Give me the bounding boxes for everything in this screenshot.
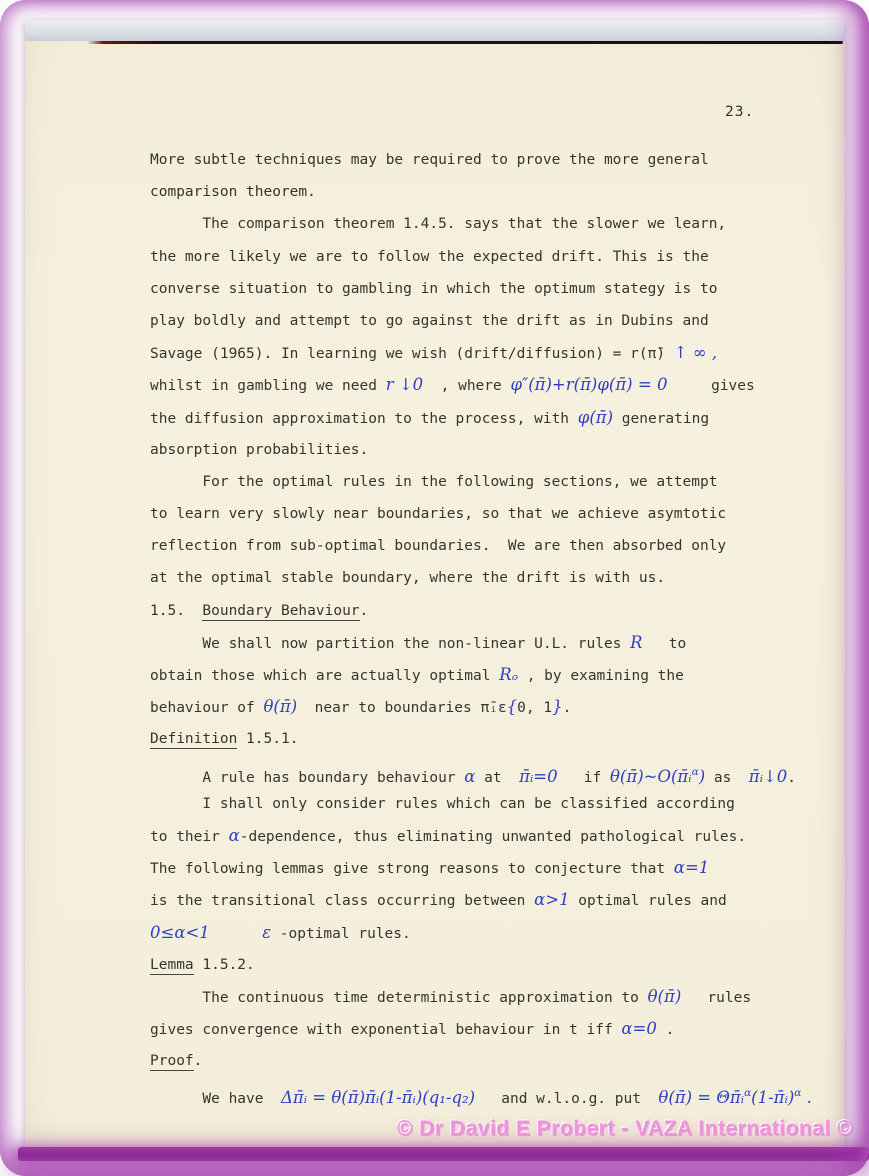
paper-sheet: [25, 20, 845, 1148]
typed-text: .: [656, 1022, 675, 1039]
handwritten-math: θ(π̄): [263, 697, 298, 717]
text-line: [150, 241, 830, 273]
typed-text: More subtle techniques may be required to prove the more general: [150, 152, 709, 168]
text-line: [150, 917, 830, 949]
text-line: [150, 273, 830, 305]
text-line: [150, 1077, 830, 1109]
typed-text: if: [557, 769, 610, 786]
typed-text: at the optimal stable boundary, where the drift is with us.: [150, 570, 666, 587]
handwritten-math: π̄ᵢ=0: [519, 766, 558, 786]
handwritten-math: φ″(π̄)+r(π̄)φ(π̄) = 0: [510, 375, 668, 395]
typed-text: .: [787, 769, 797, 786]
handwritten-math: ): [698, 766, 706, 786]
handwritten-math: α: [744, 1087, 752, 1100]
typed-text: to: [642, 635, 687, 652]
typed-text: absorption probabilities.: [150, 441, 369, 458]
typed-text: Proof: [150, 1053, 194, 1070]
text-line: [150, 305, 830, 337]
text-line: [150, 723, 830, 755]
scanner-edge-strip: [25, 20, 845, 41]
typed-text: Boundary Behaviour: [202, 602, 360, 619]
text-line: [150, 852, 830, 884]
typed-text: Lemma: [150, 956, 194, 973]
text-line: [150, 595, 830, 627]
handwritten-math: φ(π̄): [577, 407, 614, 427]
typed-text: For the optimal rules in the following sections, we attempt: [150, 473, 718, 490]
typed-text: the more likely we are to follow the expected drift. This is the: [150, 248, 709, 265]
text-line: [150, 176, 830, 208]
typed-text: The comparison theorem 1.4.5. says that the slower we learn,: [150, 216, 727, 233]
typed-text: is the transitional class occurring between: [150, 893, 535, 910]
handwritten-math: }: [552, 697, 563, 717]
typed-text: 1.5.1.: [237, 731, 299, 748]
typed-text: reflection from sub-optimal boundaries. We are then absorbed only: [150, 538, 727, 555]
text-line: [150, 402, 830, 434]
handwritten-math: Rₒ: [499, 665, 518, 684]
typed-text: The following lemmas give strong reasons to conjecture that: [150, 861, 674, 878]
handwritten-math: Δπ̄ᵢ = θ(π̄)π̄ᵢ(1-π̄ᵢ)(q₁-q₂): [280, 1088, 476, 1108]
handwritten-math: θ(π̄)~O(π̄ᵢ: [609, 766, 692, 786]
typed-text: Savage (1965). In learning we wish (drift/diffusion) = r(π̄): [150, 346, 674, 363]
typed-text: converse situation to gambling in which the optimum stategy is to: [150, 280, 718, 297]
handwritten-math: α: [691, 765, 699, 778]
text-line: [150, 434, 830, 466]
typed-text: whilst in gambling we need: [150, 378, 386, 395]
typed-text: rules: [681, 989, 752, 1006]
typed-text: and w.l.o.g. put: [475, 1091, 659, 1108]
handwritten-math: α: [228, 825, 240, 845]
typed-text: .: [359, 602, 369, 619]
typed-text: .: [193, 1053, 203, 1070]
text-line: [150, 337, 830, 369]
page-body-text: [150, 144, 830, 1110]
typed-text: We have: [150, 1091, 281, 1108]
typed-text: The continuous time deterministic approximation to: [150, 989, 648, 1006]
typed-text: Definition: [150, 731, 238, 748]
typed-text: .: [562, 700, 572, 717]
text-line: [150, 659, 830, 691]
typed-text: 1.5.2.: [193, 956, 255, 973]
handwritten-math: α=0: [621, 1019, 657, 1039]
typed-text: gives: [667, 378, 755, 395]
text-line: [150, 144, 830, 176]
typed-text: , where: [423, 378, 511, 395]
text-line: [150, 1045, 830, 1077]
typed-text: to learn very slowly near boundaries, so that we achieve asymtotic: [150, 506, 727, 523]
text-line: [150, 788, 830, 820]
typed-text: optimal rules and: [569, 893, 727, 910]
handwritten-math: α: [464, 766, 476, 786]
typed-text: near to boundaries π̄ᵢε: [297, 700, 507, 717]
typed-text: -optimal rules.: [271, 925, 411, 942]
handwritten-math: α: [794, 1087, 802, 1100]
page-top-edge-shadow: [25, 41, 843, 44]
typed-text: at: [475, 769, 520, 786]
text-line: [150, 498, 830, 530]
text-line: [150, 691, 830, 723]
typed-text: obtain those which are actually optimal: [150, 668, 500, 684]
text-line: [150, 369, 830, 401]
handwritten-math: .: [801, 1088, 812, 1108]
typed-text: 0, 1: [517, 700, 553, 717]
handwritten-math: r ↓0: [385, 375, 424, 395]
typed-text: to their: [150, 828, 229, 845]
handwritten-math: {: [506, 697, 518, 717]
typed-text: behaviour of: [150, 700, 264, 717]
typed-text: as: [705, 769, 749, 786]
typed-text: generating: [613, 410, 710, 427]
handwritten-math: R: [630, 632, 643, 652]
typed-text: the diffusion approximation to the process, with: [150, 410, 578, 427]
typed-text: We shall now partition the non-linear U.L. rules: [150, 635, 631, 652]
typed-text: comparison theorem.: [150, 184, 316, 201]
handwritten-math: α=1: [673, 858, 710, 878]
typed-text: 1.5.: [150, 602, 203, 619]
handwritten-math: θ(π̄): [647, 986, 682, 1006]
text-line: [150, 562, 830, 594]
page-number: 23.: [725, 104, 755, 120]
copyright-watermark: © Dr David E Probert - VAZA International ©: [396, 1117, 853, 1140]
handwritten-math: ε: [262, 922, 272, 942]
text-line: [150, 884, 830, 916]
handwritten-math: (1-π̄ᵢ): [751, 1088, 795, 1108]
handwritten-math: θ(π̄) = Θπ̄ᵢ: [658, 1088, 745, 1108]
typed-text: -dependence, thus eliminating unwanted pathological rules.: [239, 828, 747, 845]
scan-border-bottom: [18, 1147, 869, 1161]
typed-text: play boldly and attempt to go against the drift as in Dubins and: [150, 312, 709, 329]
typed-text: gives convergence with exponential behaviour in t iff: [150, 1022, 622, 1039]
text-line: [150, 466, 830, 498]
text-line: [150, 530, 830, 562]
typed-text: A rule has boundary behaviour: [150, 769, 465, 786]
handwritten-math: α>1: [534, 890, 570, 910]
text-line: [150, 820, 830, 852]
text-line: [150, 949, 830, 981]
text-line: [150, 756, 830, 788]
handwritten-math: 0≤α<1: [150, 922, 210, 942]
handwritten-math: π̄ᵢ↓0: [748, 766, 788, 786]
text-line: [150, 208, 830, 240]
handwritten-math: ↑ ∞ ,: [673, 343, 718, 363]
text-line: [150, 627, 830, 659]
typed-text: [210, 926, 262, 942]
text-line: [150, 981, 830, 1013]
text-line: [150, 1013, 830, 1045]
typed-text: I shall only consider rules which can be classified according: [150, 795, 735, 812]
typed-text: , by examining the: [517, 668, 684, 684]
